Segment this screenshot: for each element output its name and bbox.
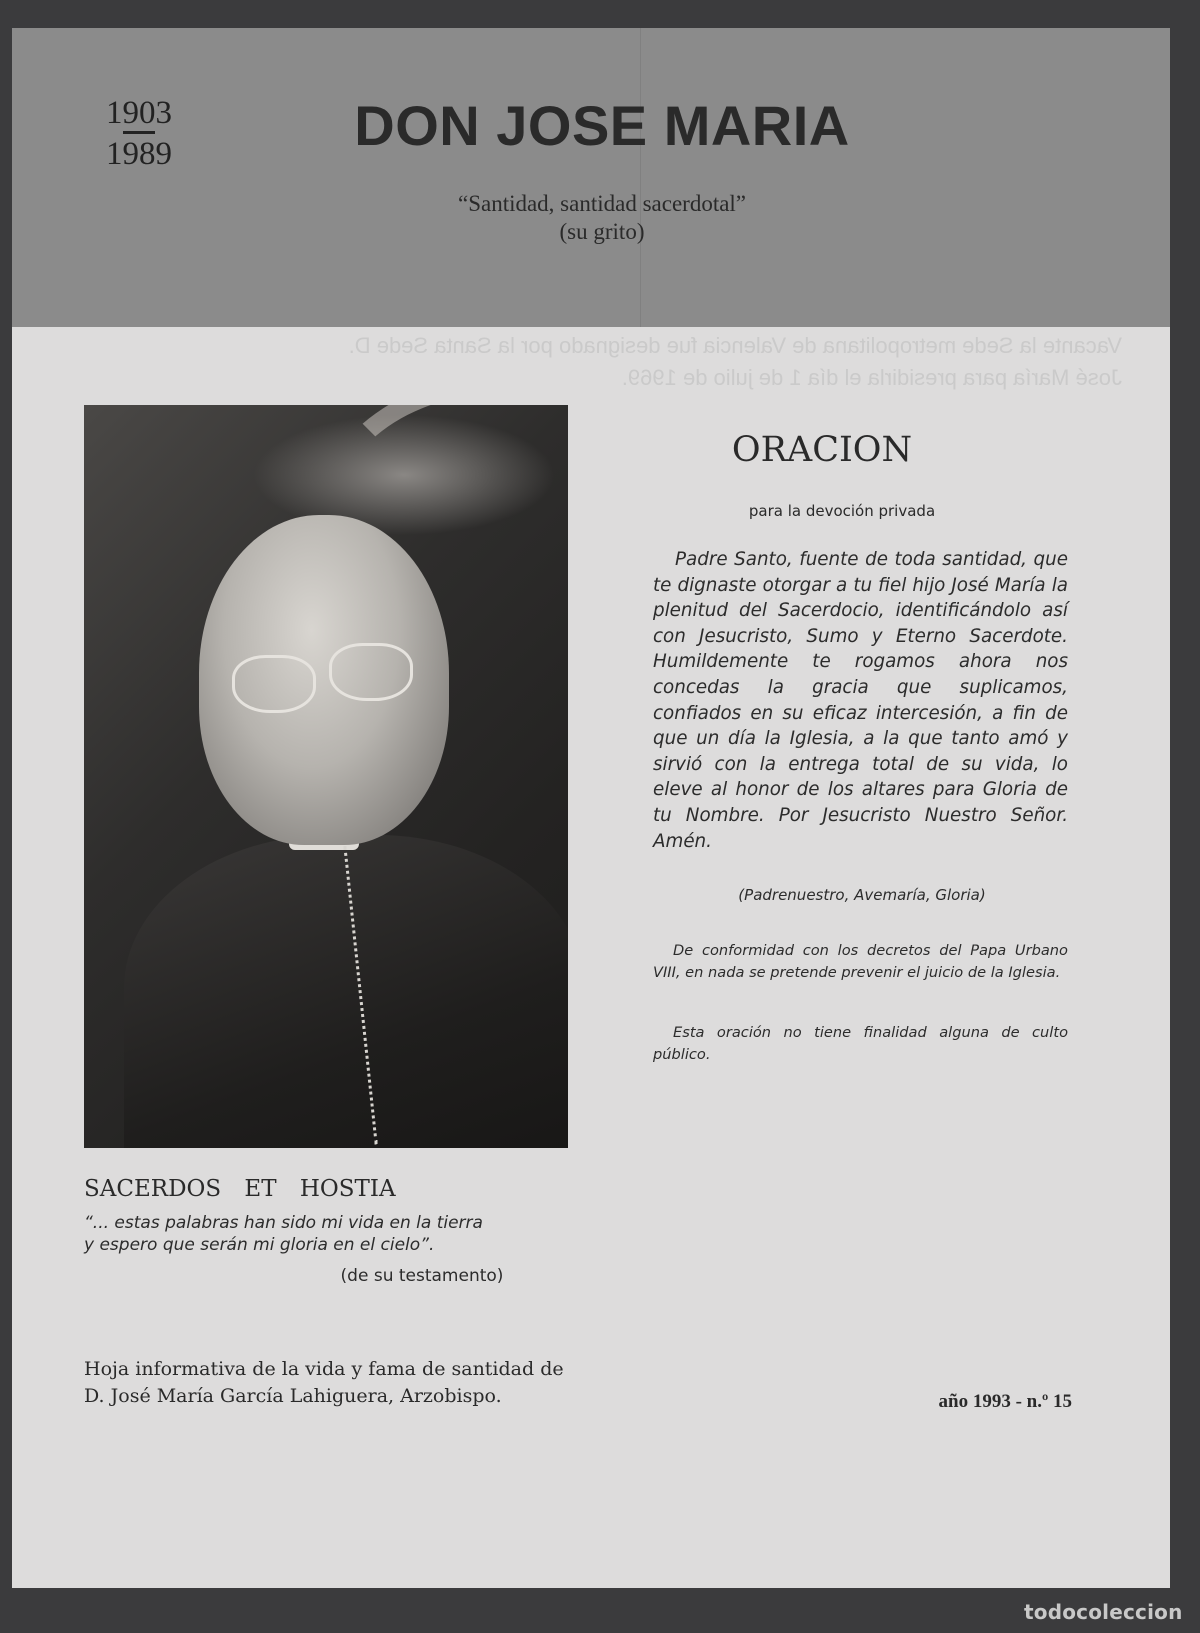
quote-line: “... estas palabras han sido mi vida en la tierra (84, 1213, 483, 1233)
year-separator (123, 131, 155, 134)
leaflet-description (84, 1356, 644, 1410)
sacerdos-heading: SACERDOS ET HOSTIA (84, 1176, 396, 1202)
photo-glasses-left (232, 655, 316, 713)
death-year: 1989 (106, 136, 172, 172)
photo-glasses-right (329, 643, 413, 701)
prayers-after: (Padrenuestro, Avemaría, Gloria) (738, 886, 986, 904)
description-line: Hoja informativa de la vida y fama de santidad de (84, 1358, 564, 1380)
watermark-logo: todocoleccion (1024, 1600, 1183, 1624)
oracion-subtitle: para la devoción privada (748, 502, 936, 520)
portrait-photo (84, 405, 568, 1148)
leaflet-page (12, 28, 1170, 1588)
oracion-heading: ORACION (731, 430, 913, 470)
testament-quote (84, 1212, 554, 1256)
quote-source: (de su testamento) (340, 1266, 504, 1286)
motto (372, 190, 832, 246)
bleed-through-text: José María para presidirla el día 1 de julio de 1969. (621, 365, 1122, 390)
decree-note: De conformidad con los decretos del Papa Urbano VIII, en nada se pretende prevenir el juicio de la Iglesia. (653, 942, 1068, 981)
issue-number: año 1993 - n.º 15 (938, 1391, 1072, 1412)
description-line: D. José María García Lahiguera, Arzobispo. (84, 1385, 502, 1407)
motto-quote: “Santidad, santidad sacerdotal” (457, 191, 747, 216)
prayer-text: Padre Santo, fuente de toda santidad, que te dignaste otorgar a tu fiel hijo José María la plenitud del Sacerdocio, identificándolo así con Jesucristo, Sumo y Eterno Sacerdote. Humildemente te rogamos ahora nos concedas la gracia que suplicamos, confiados en su eficaz intercesión, a fin de que un día la Iglesia, a la que tanto amó y sirvió con la entrega total de su vida, lo eleve al honor de los altares para Gloria de tu Nombre. Por Jesucristo Nuestro Señor. Amén. (653, 549, 1068, 852)
photo-robe (124, 835, 568, 1148)
birth-year: 1903 (106, 95, 172, 131)
public-cult-note: Esta oración no tiene finalidad alguna de culto público. (653, 1024, 1068, 1063)
page-title: DON JOSE MARIA (354, 94, 850, 157)
motto-caption: (su grito) (559, 219, 645, 244)
fold-crease (640, 28, 641, 327)
life-years (84, 96, 194, 171)
bleed-through-text: Vacante la Sede metropolitana de Valencia fue designado por la Santa Sede D. (348, 333, 1122, 358)
header-band (12, 28, 1170, 327)
quote-line: y espero que serán mi gloria en el cielo”. (84, 1235, 435, 1255)
